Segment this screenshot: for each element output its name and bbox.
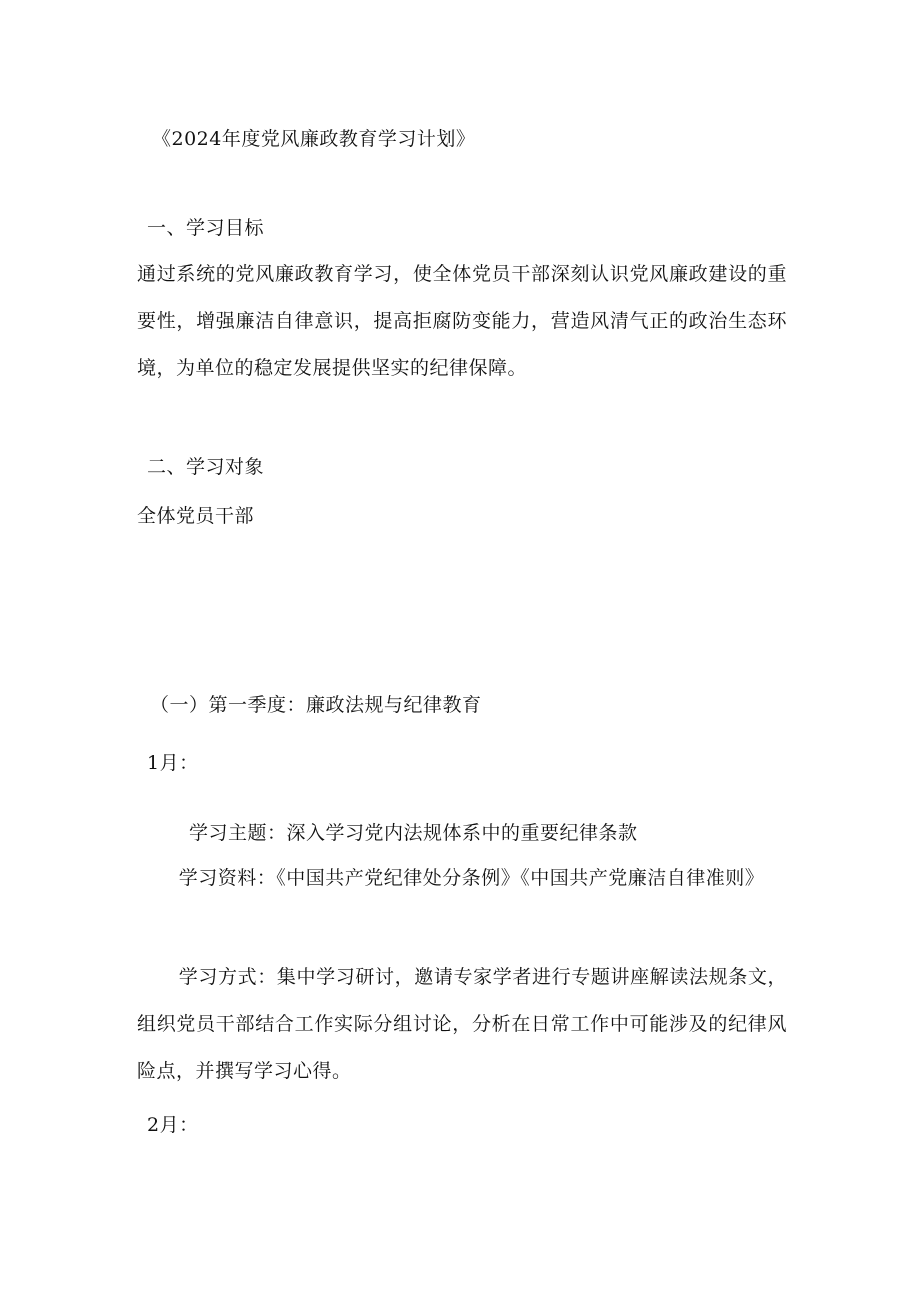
section-body-goals: 通过系统的党风廉政教育学习，使全体党员干部深刻认识党风廉政建设的重要性，增强廉洁自律意识，提高拒腐防变能力，营造风清气正的政治生态环境，为单位的稳定发展提供坚实的纪律保障。 — [137, 263, 787, 379]
month-label-january: 1月： — [147, 752, 199, 774]
quarter-heading: （一）第一季度：廉政法规与纪律教育 — [150, 694, 482, 716]
section-body-audience: 全体党员干部 — [137, 505, 255, 527]
month-label-february: 2月： — [147, 1114, 199, 1136]
section-heading-goals: 一、学习目标 — [147, 217, 265, 239]
january-method: 学习方式：集中学习研讨，邀请专家学者进行专题讲座解读法规条文，组织党员干部结合工作实际分组讨论，分析在日常工作中可能涉及的纪律风险点，并撰写学习心得。 — [137, 966, 787, 1082]
january-theme: 学习主题：深入学习党内法规体系中的重要纪律条款 — [189, 822, 638, 844]
january-materials: 学习资料：《中国共产党纪律处分条例》《中国共产党廉洁自律准则》 — [178, 867, 765, 889]
section-heading-audience: 二、学习对象 — [147, 456, 265, 478]
document-title: 《2024年度党风廉政教育学习计划》 — [152, 128, 476, 150]
